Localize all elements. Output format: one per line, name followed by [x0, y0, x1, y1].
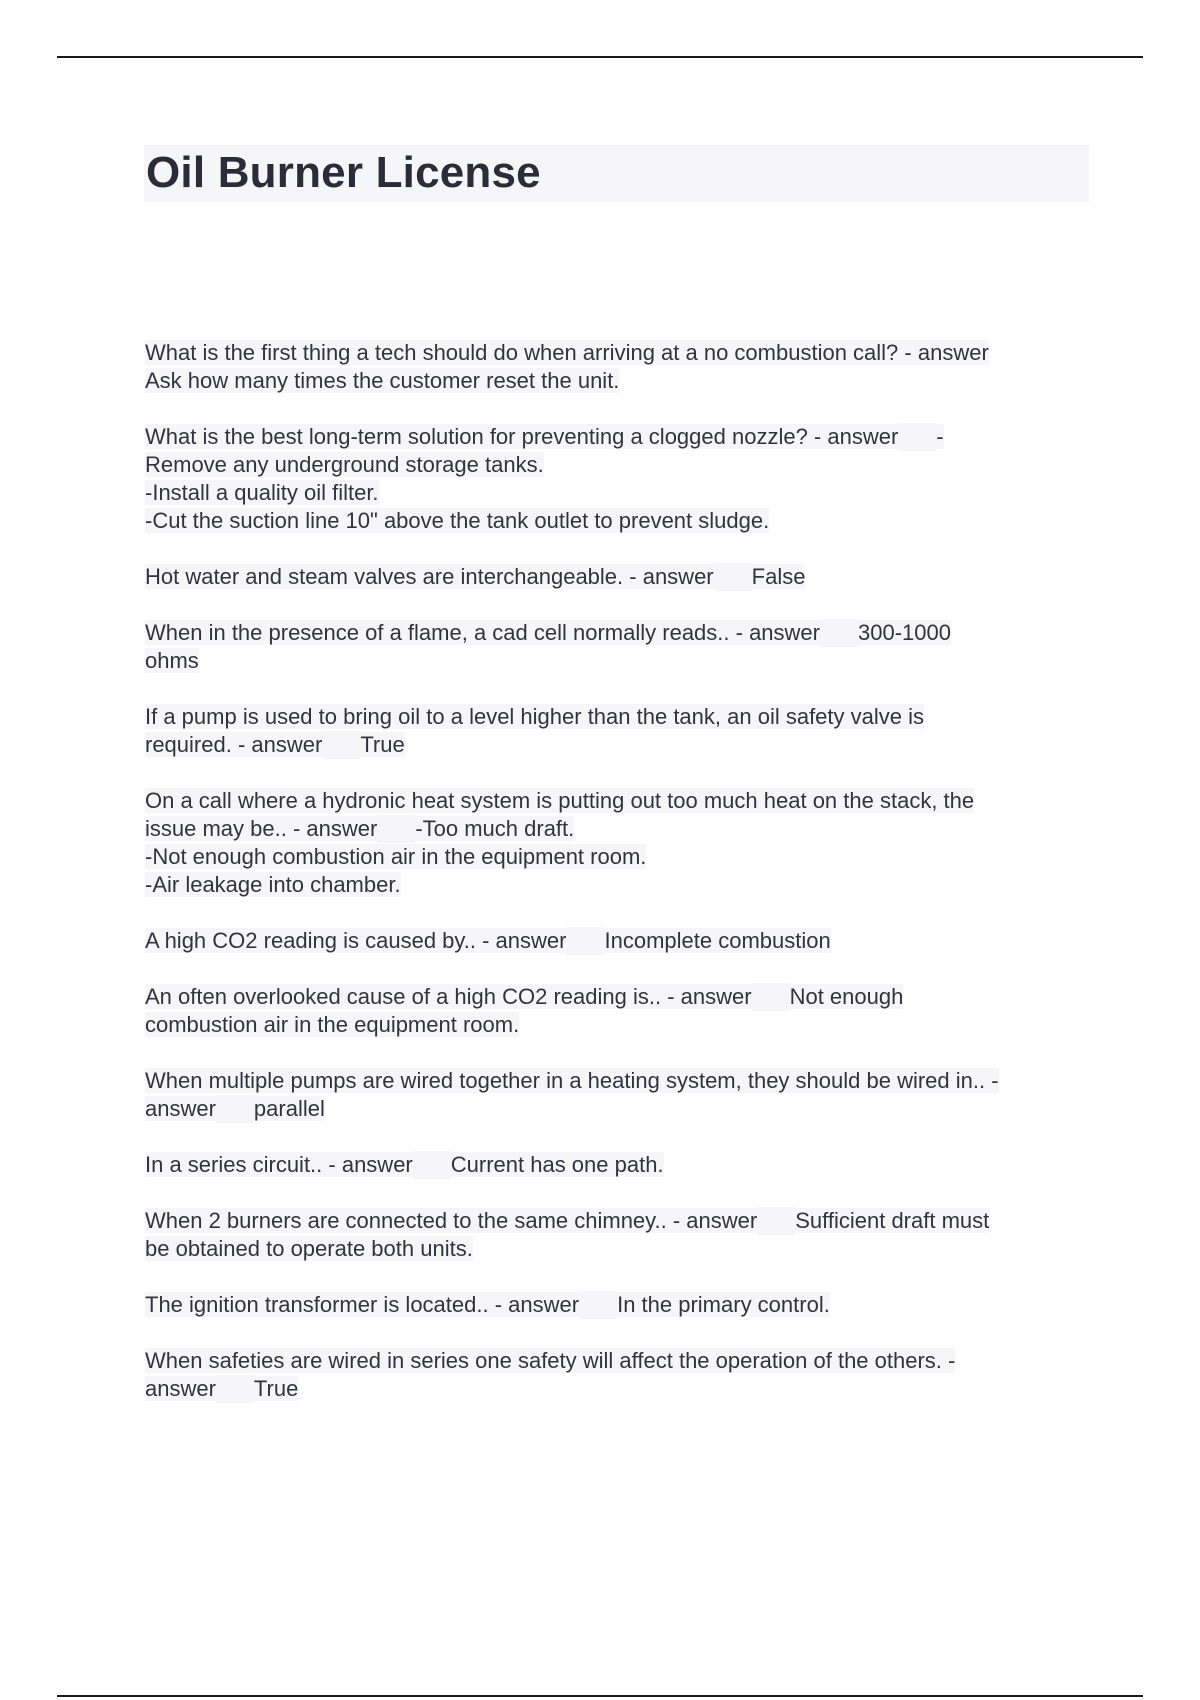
answer-text: Not enough — [789, 984, 904, 1009]
page-title: Oil Burner License — [146, 148, 541, 197]
qa-line — [145, 815, 1095, 843]
qa-line — [145, 563, 1095, 591]
qa-line — [145, 1151, 1095, 1179]
answer-gap — [413, 1151, 451, 1179]
body-text: be obtained to operate both units. — [145, 1236, 473, 1261]
qa-item — [145, 1347, 1095, 1403]
body-text: If a pump is used to bring oil to a level higher than the tank, an oil safety valve is — [145, 704, 925, 729]
qa-item — [145, 619, 1095, 675]
answer-gap — [820, 619, 858, 647]
question-text: In a series circuit.. - answer — [145, 1152, 413, 1177]
qa-item — [145, 339, 1095, 395]
qa-line — [145, 647, 1095, 675]
question-text: What is the best long-term solution for preventing a clogged nozzle? - answer — [145, 424, 899, 449]
qa-line — [145, 1235, 1095, 1263]
question-text: answer — [145, 1376, 216, 1401]
answer-gap — [566, 927, 604, 955]
answer-text: True — [360, 732, 405, 757]
qa-line — [145, 927, 1095, 955]
answer-text: 300-1000 — [858, 620, 951, 645]
answer-text: - — [936, 424, 944, 449]
question-text: answer — [145, 1096, 216, 1121]
answer-gap — [898, 423, 936, 451]
answer-gap — [757, 1207, 795, 1235]
qa-list — [145, 339, 1095, 1431]
qa-item — [145, 927, 1095, 955]
answer-text: False — [751, 564, 806, 589]
body-text: On a call where a hydronic heat system is putting out too much heat on the stack, the — [145, 788, 975, 813]
qa-line — [145, 507, 1095, 535]
answer-text: True — [253, 1376, 299, 1401]
qa-item — [145, 1151, 1095, 1179]
qa-line — [145, 339, 1095, 367]
qa-line — [145, 983, 1095, 1011]
bottom-rule — [57, 1695, 1143, 1697]
body-text: -Install a quality oil filter. — [145, 480, 379, 505]
body-text: Ask how many times the customer reset the unit. — [145, 368, 620, 393]
question-text: A high CO2 reading is caused by.. - answer — [145, 928, 567, 953]
answer-gap — [216, 1375, 254, 1403]
answer-text: In the primary control. — [617, 1292, 830, 1317]
qa-item — [145, 1067, 1095, 1123]
qa-line — [145, 1291, 1095, 1319]
question-text: required. - answer — [145, 732, 323, 757]
qa-line — [145, 1375, 1095, 1403]
answer-gap — [216, 1095, 254, 1123]
answer-text: Incomplete combustion — [604, 928, 831, 953]
qa-line — [145, 871, 1095, 899]
qa-line — [145, 1347, 1095, 1375]
qa-item — [145, 563, 1095, 591]
qa-line — [145, 423, 1095, 451]
question-text: The ignition transformer is located.. - answer — [145, 1292, 580, 1317]
answer-text: -Too much draft. — [415, 816, 575, 841]
body-text: When multiple pumps are wired together in a heating system, they should be wired in.. - — [145, 1068, 999, 1093]
body-text: -Air leakage into chamber. — [145, 872, 401, 897]
question-text: When 2 burners are connected to the same chimney.. - answer — [145, 1208, 758, 1233]
qa-item — [145, 1291, 1095, 1319]
qa-line — [145, 1095, 1095, 1123]
qa-item — [145, 983, 1095, 1039]
qa-line — [145, 1011, 1095, 1039]
answer-gap — [714, 563, 752, 591]
body-text: -Cut the suction line 10" above the tank outlet to prevent sludge. — [145, 508, 770, 533]
answer-text: Sufficient draft must — [795, 1208, 990, 1233]
qa-line — [145, 787, 1095, 815]
qa-line — [145, 1207, 1095, 1235]
qa-item — [145, 703, 1095, 759]
qa-item — [145, 423, 1095, 535]
top-rule — [57, 56, 1143, 58]
qa-item — [145, 1207, 1095, 1263]
qa-line — [145, 731, 1095, 759]
answer-gap — [752, 983, 790, 1011]
question-text: An often overlooked cause of a high CO2 reading is.. - answer — [145, 984, 752, 1009]
answer-gap — [322, 731, 360, 759]
qa-item — [145, 787, 1095, 899]
question-text: What is the first thing a tech should do when arriving at a no combustion call? - answer — [145, 340, 989, 365]
qa-line — [145, 479, 1095, 507]
answer-gap — [579, 1291, 617, 1319]
question-text: Hot water and steam valves are interchangeable. - answer — [145, 564, 714, 589]
question-text: issue may be.. - answer — [145, 816, 378, 841]
body-text: -Not enough combustion air in the equipment room. — [145, 844, 647, 869]
qa-line — [145, 703, 1095, 731]
qa-line — [145, 1067, 1095, 1095]
answer-gap — [377, 815, 415, 843]
qa-line — [145, 619, 1095, 647]
qa-line — [145, 843, 1095, 871]
qa-line — [145, 451, 1095, 479]
body-text: Remove any underground storage tanks. — [145, 452, 544, 477]
answer-text: parallel — [253, 1096, 325, 1121]
body-text: combustion air in the equipment room. — [145, 1012, 520, 1037]
answer-text: Current has one path. — [450, 1152, 664, 1177]
question-text: When in the presence of a flame, a cad cell normally reads.. - answer — [145, 620, 820, 645]
qa-line — [145, 367, 1095, 395]
body-text: When safeties are wired in series one safety will affect the operation of the others. - — [145, 1348, 956, 1373]
body-text: ohms — [145, 648, 199, 673]
